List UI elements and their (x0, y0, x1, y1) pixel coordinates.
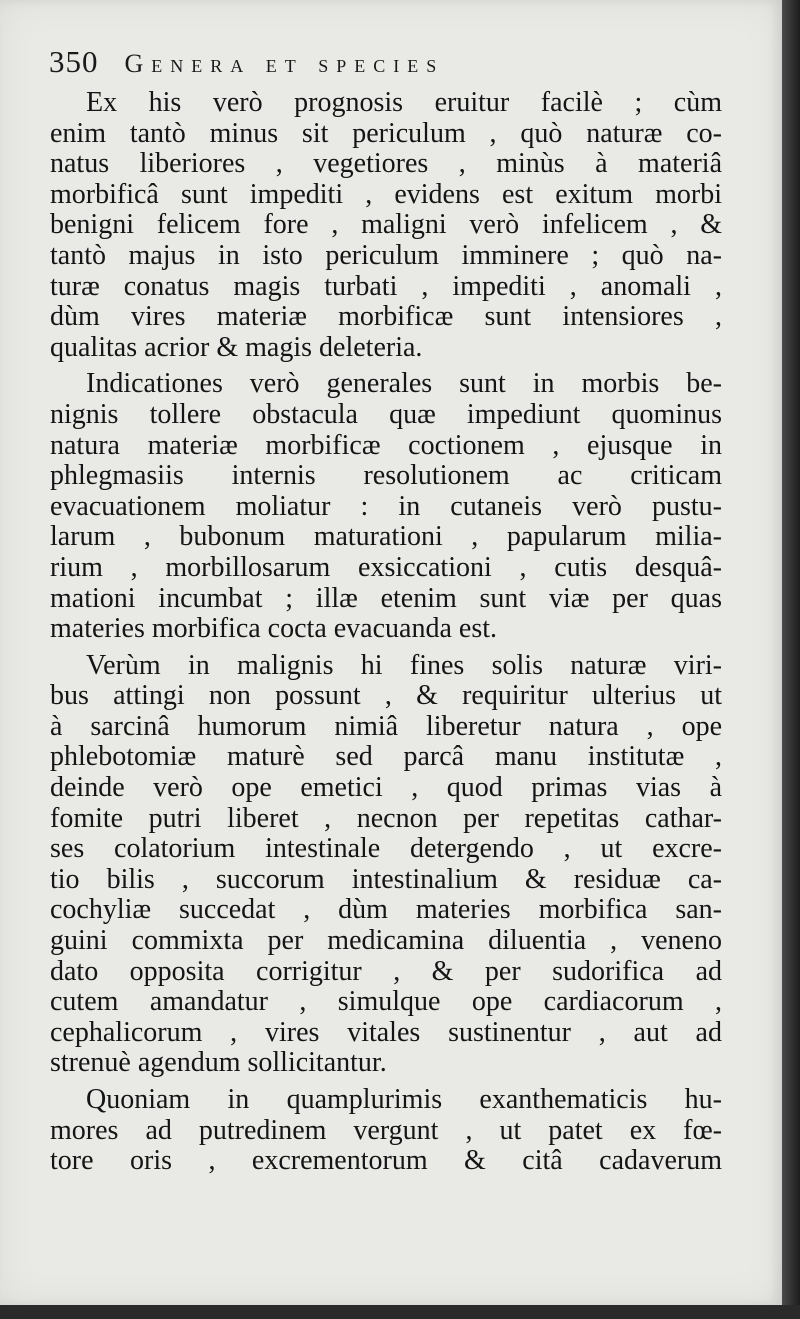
text-line: cephalicorum , vires vitales sustinentur , aut ad (50, 1016, 722, 1048)
text-line: larum , bubonum maturationi , papularum milia- (50, 521, 722, 553)
text-line: à sarcinâ humorum nimiâ liberetur natura , ope (50, 710, 722, 742)
text-line: benigni felicem fore , maligni verò infelicem , & (50, 209, 722, 241)
paragraph (50, 651, 722, 1079)
text-line: tio bilis , succorum intestinalium & residuæ ca- (50, 863, 722, 895)
text-line: cutem amandatur , simulque ope cardiacorum , (50, 986, 722, 1018)
text-line: dùm vires materiæ morbificæ sunt intensiores , (50, 301, 722, 333)
text-line: strenuè agendum sollicitantur. (50, 1047, 387, 1079)
text-line: natura materiæ morbificæ coctionem , ejusque in (50, 429, 722, 461)
page-header (49, 44, 649, 88)
text-line: dato opposita corrigitur , & per sudorifica ad (50, 955, 722, 987)
text-line: phlebotomiæ maturè sed parcâ manu institutæ , (50, 741, 722, 773)
text-line: rium , morbillosarum exsiccationi , cutis desquâ- (50, 551, 722, 583)
page-edge-shadow (782, 0, 800, 1319)
text-line: bus attingi non possunt , & requiritur ulterius ut (50, 680, 722, 712)
running-head: Genera et species (124, 49, 445, 78)
text-line: mationi incumbat ; illæ etenim sunt viæ per quas (50, 582, 722, 614)
text-line: nignis tollere obstacula quæ impediunt quominus (50, 398, 722, 430)
text-line: qualitas acrior & magis deleteria. (50, 331, 423, 363)
page-bottom-shadow (0, 1305, 800, 1319)
text-line: evacuationem moliatur : in cutaneis verò pustu- (50, 490, 722, 522)
body-text (50, 88, 722, 1177)
text-line: Quoniam in quamplurimis exanthematicis hu- (86, 1084, 722, 1115)
paragraph (50, 1085, 722, 1177)
text-line: materies morbifica cocta evacuanda est. (50, 613, 497, 645)
text-line: tantò majus in isto periculum imminere ; quò na- (50, 239, 722, 271)
text-line: phlegmasiis internis resolutionem ac criticam (50, 460, 722, 492)
text-line: fomite putri liberet , necnon per repetitas cathar- (50, 802, 722, 834)
text-line: morbificâ sunt impediti , evidens est exitum morbi (50, 178, 722, 210)
paragraph (50, 88, 722, 363)
text-line: Ex his verò prognosis eruitur facilè ; cùm (86, 87, 722, 118)
text-line: cochyliæ succedat , dùm materies morbifica san- (50, 894, 722, 926)
text-line: natus liberiores , vegetiores , minùs à materiâ (50, 148, 722, 180)
text-line: deinde verò ope emetici , quod primas vias à (50, 772, 722, 804)
text-line: ses colatorium intestinale detergendo , ut excre- (50, 833, 722, 865)
page-number: 350 (49, 44, 99, 79)
text-line: Verùm in malignis hi fines solis naturæ viri- (86, 649, 722, 681)
text-line: mores ad putredinem vergunt , ut patet ex fœ- (50, 1114, 722, 1146)
text-line: Indicationes verò generales sunt in morbis be- (86, 368, 722, 400)
text-line: guini commixta per medicamina diluentia , veneno (50, 925, 722, 957)
text-line: enim tantò minus sit periculum , quò naturæ co- (50, 117, 722, 149)
text-line: tore oris , excrementorum & citâ cadaverum (50, 1145, 722, 1177)
text-line: turæ conatus magis turbati , impediti , anomali , (50, 270, 722, 302)
paragraph (50, 369, 722, 644)
